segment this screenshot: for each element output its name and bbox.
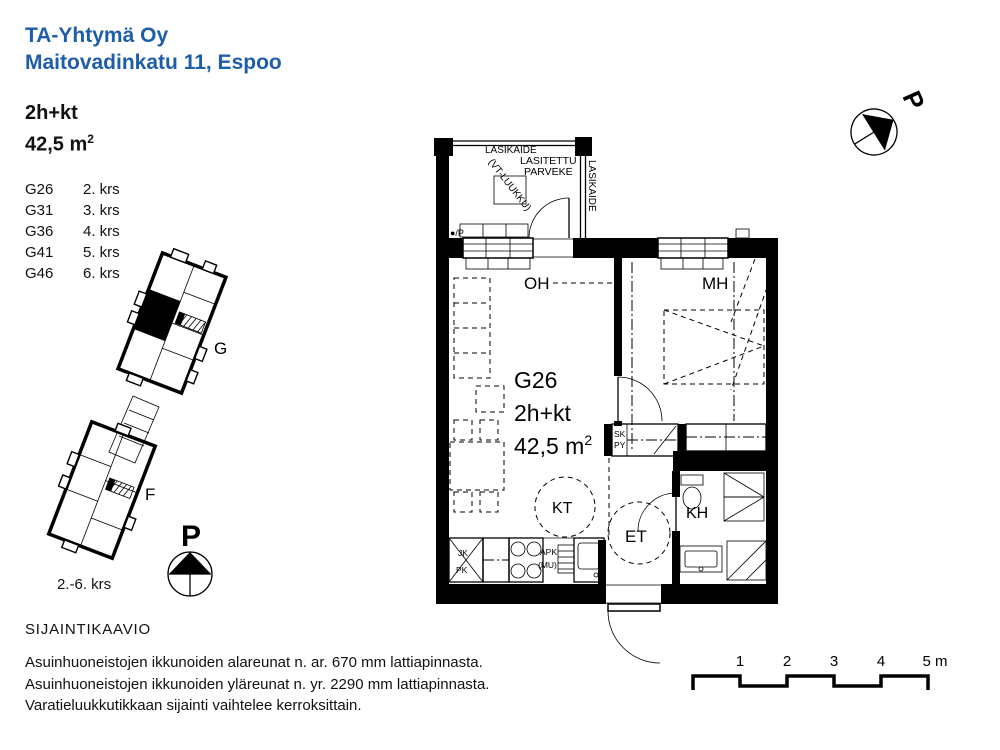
washbasin [680, 546, 722, 572]
scale-tick-label: 2 [782, 653, 792, 670]
unit-code: G26 [514, 367, 558, 393]
room-living-label: OH [524, 274, 550, 293]
unit-row: G36 4. krs [25, 223, 120, 240]
glazed-balcony-label: LASITETTU [520, 155, 577, 167]
site-plan [35, 250, 250, 605]
unit-row: G26 2. krs [25, 181, 120, 198]
floor-plan [428, 132, 798, 667]
room-hall [608, 493, 676, 564]
room-living [450, 274, 612, 512]
glazed-balcony-label: PARVEKE [524, 166, 573, 178]
north-compass [838, 88, 948, 173]
counter [483, 538, 509, 582]
svg-text:JK: JK [458, 548, 468, 558]
note-line: Asuinhuoneistojen ikkunoiden alareunat n. ar. 670 mm lattiapinnasta. [25, 654, 483, 671]
north-label: P [896, 86, 931, 115]
room-bathroom-label: KH [686, 505, 709, 522]
unit-row: G31 3. krs [25, 202, 120, 219]
wall [604, 424, 612, 456]
balcony [434, 137, 597, 238]
wall [672, 531, 680, 584]
room-bedroom-label: MH [702, 274, 729, 293]
room-bathroom [680, 473, 766, 580]
svg-text:APK: APK [540, 547, 558, 557]
wall [766, 238, 778, 604]
floors-range-label: 2.-6. krs [57, 576, 112, 593]
north-label: P [180, 520, 202, 553]
room-hall-label: ET [625, 527, 647, 546]
coffee-table [476, 386, 504, 412]
wall [449, 238, 463, 258]
railing-top-label: LASIKAIDE [485, 145, 537, 156]
ceiling-line [731, 259, 755, 322]
apartment-type: 2h+kt [25, 102, 78, 124]
door-leaf [608, 604, 660, 611]
wall [598, 540, 606, 584]
svg-text:(MU): (MU) [538, 560, 557, 570]
apartment-type-block [25, 100, 94, 158]
sheet-header [25, 22, 282, 76]
dining-table [450, 442, 504, 490]
kitchenette [449, 458, 609, 582]
window-icon [463, 238, 533, 269]
chair [480, 492, 498, 512]
room-kitchen-label: KT [552, 500, 573, 517]
unit-row: G41 5. krs [25, 244, 120, 261]
railing-right-label: LASIKAIDE [586, 160, 597, 212]
closet-label: SK [614, 429, 626, 439]
chair [480, 420, 498, 440]
bed [664, 310, 764, 384]
door-swing-bedroom [618, 377, 662, 421]
entrance-door [606, 585, 661, 663]
building-g-label: G [214, 339, 228, 358]
building-f-label: F [145, 485, 156, 504]
svg-text:PK: PK [456, 565, 468, 575]
closet-label: PY [614, 440, 626, 450]
door-swing [608, 611, 660, 663]
scale-tick-label: 1 [735, 653, 745, 670]
stair-core-hatch [106, 478, 135, 499]
vt-hatch-label: (VT-LUUKKU) [485, 157, 533, 214]
balcony-door-swing [529, 198, 569, 238]
street-address: Maitovadinkatu 11, Espoo [25, 51, 282, 74]
notes [25, 652, 489, 717]
closet [612, 424, 678, 456]
chair [454, 420, 472, 440]
scale-tick-label: 4 [876, 653, 886, 670]
door-swing-bathroom [638, 493, 676, 531]
washing-machine [724, 473, 764, 521]
wall [728, 238, 778, 258]
scale-tick-label: 3 [829, 653, 839, 670]
building-g [108, 243, 237, 404]
fridge-freezer [449, 538, 483, 582]
site-caption: SIJAINTIKAAVIO [25, 621, 151, 638]
wall [614, 258, 622, 376]
note-line: Asuinhuoneistojen ikkunoiden yläreunat n. yr. 2290 mm lattiapinnasta. [25, 675, 490, 693]
scale-tick-label: 5 m [922, 653, 948, 670]
unit-info-label [514, 367, 592, 459]
wall [436, 238, 449, 604]
scale-bar [685, 650, 955, 700]
unit-type: 2h+kt [514, 400, 571, 426]
wall [661, 584, 778, 604]
toilet [681, 475, 703, 509]
wardrobe-row [686, 424, 766, 451]
shower [727, 541, 766, 580]
window-icon [658, 238, 728, 269]
apartment-area: 42,5 $m^2$ [25, 132, 94, 156]
unit-row: G46 6. krs [25, 265, 120, 282]
company-name: TA-Yhtymä Oy [25, 24, 169, 47]
north-compass-site [168, 520, 212, 596]
wall [573, 238, 658, 258]
wall [436, 584, 606, 604]
wall [673, 451, 766, 471]
socket-label: ●/P [450, 228, 464, 238]
note-line: Varatieluukkutikkaan sijainti vaihtelee kerroksittain. [25, 697, 362, 714]
vent-bump [736, 229, 749, 238]
chair [454, 492, 472, 512]
balcony-bench [460, 224, 528, 237]
unit-area: 42,5 $m^2$ [514, 432, 593, 459]
